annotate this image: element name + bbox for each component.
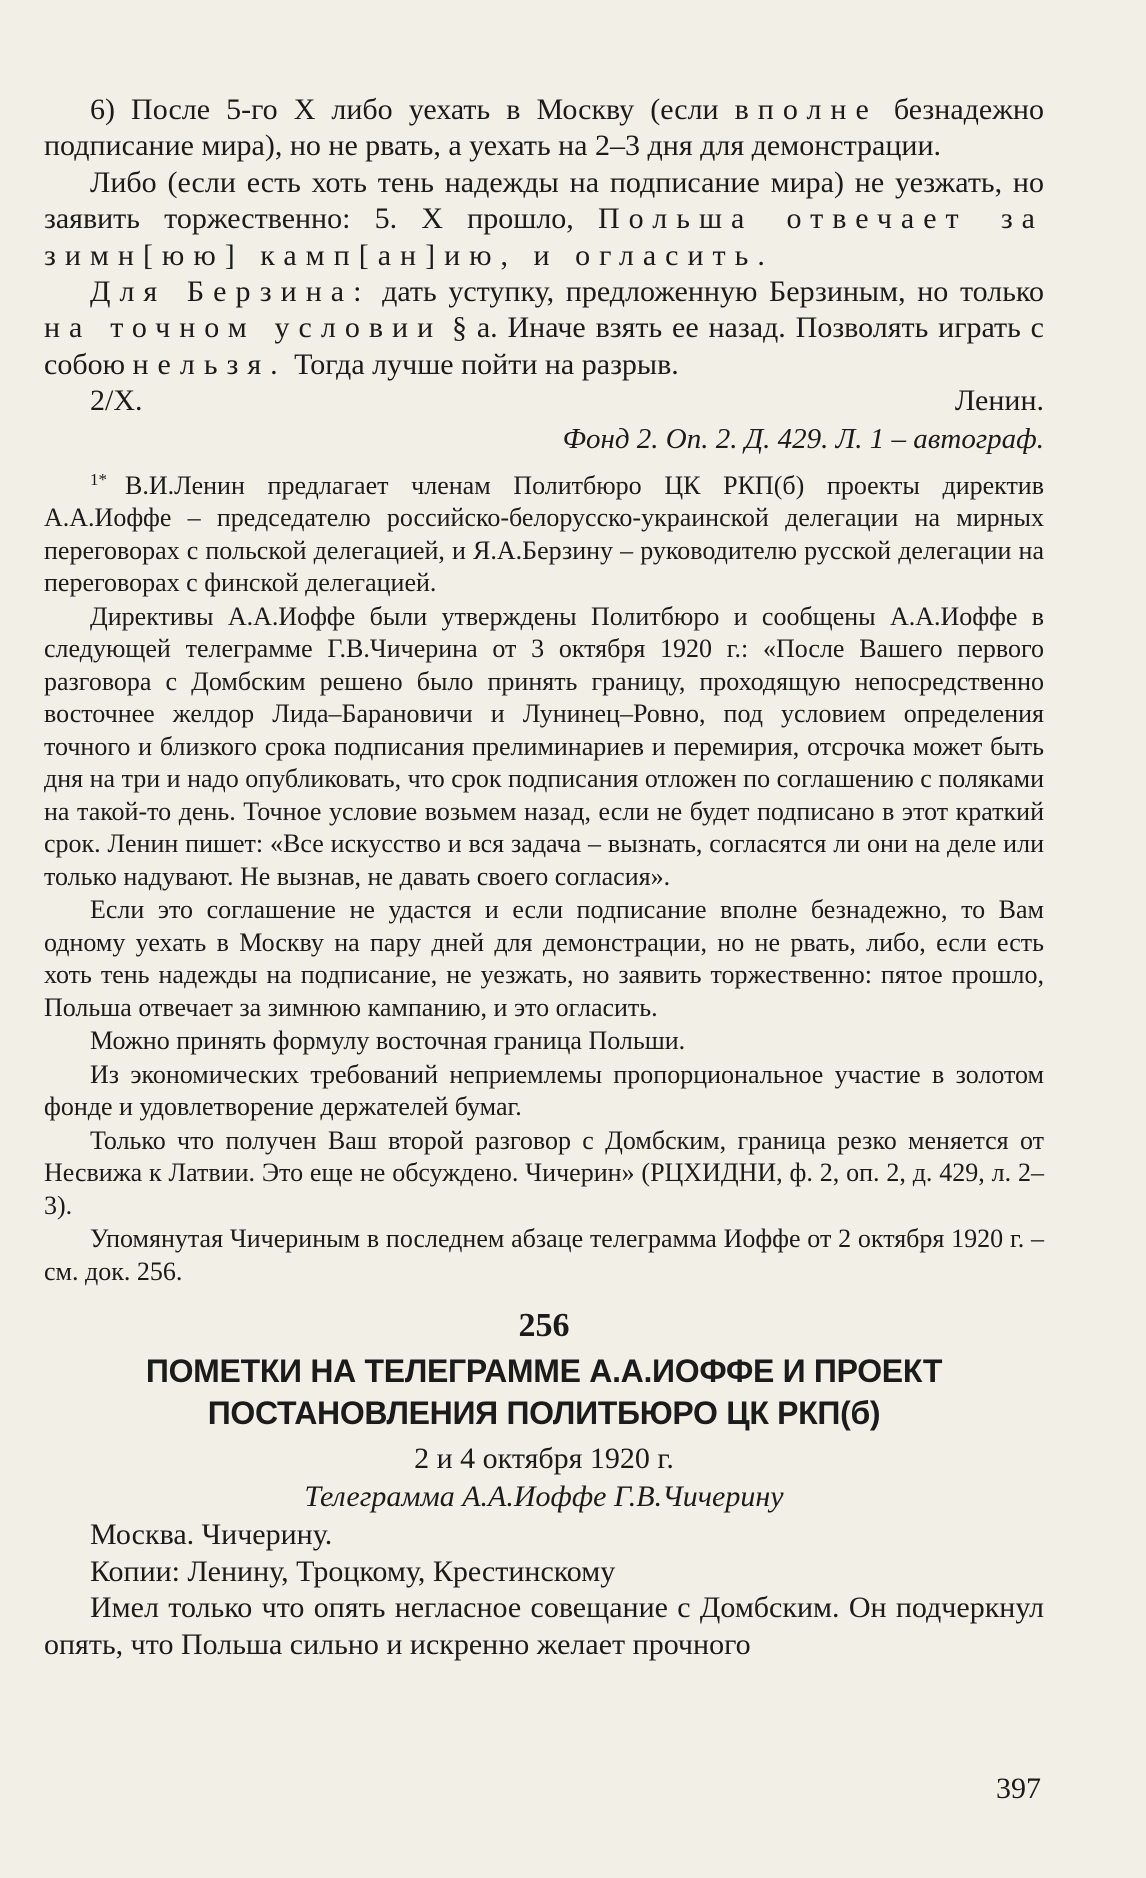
note-paragraph: Если это соглашение не удастся и если подписание вполне безнадежно, то Вам одному уехать в Москву на пару дней для демонстрации, но не рвать, либо, если есть хоть тень надежды на подписание, не уезжать, но заявить торжественно: пятое прошло, Польша отвечает за зимнюю кампанию, и это огласить. — [44, 895, 1044, 1022]
archive-source: Фонд 2. Оп. 2. Д. 429. Л. 1 – автограф. — [562, 422, 1044, 455]
page-content — [44, 92, 1044, 1663]
document-subtitle: Телеграмма А.А.Иоффе Г.В.Чичерину — [304, 1480, 784, 1514]
note-paragraph: $^{1*}$ В.И.Ленин предлагает членам Политбюро ЦК РКП(б) проекты директив А.А.Иоффе – председателю российско-белорусско-украинской делегации на мирных переговорах с польской делегацией, и Я.А.Берзину – руководителю русской делегации на переговорах с финской делегацией. — [44, 469, 1044, 598]
telegram-body: Имел только что опять негласное совещание с Домбским. Он подчеркнул опять, что Польша сильно и искренно желает прочного — [44, 1591, 1044, 1661]
note-paragraph: Можно принять формулу восточная граница Польши. — [90, 1026, 686, 1056]
note-paragraph: Только что получен Ваш второй разговор с Домбским, граница резко меняется от Несвижа к Латвии. Это еще не обсуждено. Чичерин» (РЦХИДНИ, ф. 2, оп. 2, д. 429, л. 2–3). — [44, 1125, 1044, 1220]
note-paragraph: Директивы А.А.Иоффе были утверждены Политбюро и сообщены А.А.Иоффе в следующей телеграмме Г.В.Чичерина от 3 октября 1920 г.: «После Вашего первого разговора с Домбским решено было принять границу, проходящую непосредственно восточнее желдор Лида–Барановичи и Лунинец–Ровно, под условием определения точного и близкого срока подписания прелиминариев и перемирия, отсрочка может быть дня на три и надо опубликовать, что срок подписания отложен по соглашению с поляками на такой-то день. Точное условие возьмем назад, если не будет подписано в этот краткий срок. Ленин пишет: «Все искусство и вся задача – вызнать, согласятся ли они на деле или только надувают. Не вызнав, не давать своего согласия». — [44, 601, 1044, 891]
point-6-paragraph: 6) После 5-го X либо уехать в Москву (если вполне безнадежно подписание мира), но не рвать, а уехать на 2–3 дня для демонстрации. — [44, 93, 1044, 163]
page-number: 397 — [996, 1772, 1041, 1805]
addressee: Москва. Чичерину. — [90, 1518, 333, 1552]
date-signature-line — [44, 383, 1044, 419]
document-date: 2/X. — [90, 384, 143, 418]
note-paragraph: Из экономических требований неприемлемы пропорциональное участие в золотом фонде и удовлетворение держателей бумаг. — [44, 1059, 1044, 1122]
berzin-paragraph: Для Берзина: дать уступку, предложенную Берзиным, но только на точном условии § а. Иначе взять ее назад. Позволять играть с собою нельзя. Тогда лучше пойти на разрыв. — [44, 275, 1044, 381]
document-date-range: 2 и 4 октября 1920 г. — [414, 1442, 674, 1476]
alternative-paragraph: Либо (если есть хоть тень надежды на подписание мира) не уезжать, но заявить торжественно: 5. X прошло, Польша отвечает за зимн[юю] камп[ан]ию, и огласить. — [44, 165, 1045, 272]
document-number: 256 — [518, 1307, 570, 1345]
editorial-notes — [44, 464, 1044, 1289]
footnote-mark: 1* — [90, 469, 107, 489]
signature: Ленин. — [954, 384, 1044, 418]
document-title: ПОМЕТКИ НА ТЕЛЕГРАММЕ А.А.ИОФФЕ И ПРОЕКТ ПОСТАНОВЛЕНИЯ ПОЛИТБЮРО ЦК РКП(б) — [145, 1353, 943, 1432]
note-paragraph: Упомянутая Чичериным в последнем абзаце телеграмма Иоффе от 2 октября 1920 г. – см. док. 256. — [44, 1224, 1044, 1286]
copies-line: Копии: Ленину, Троцкому, Крестинскому — [90, 1555, 616, 1589]
